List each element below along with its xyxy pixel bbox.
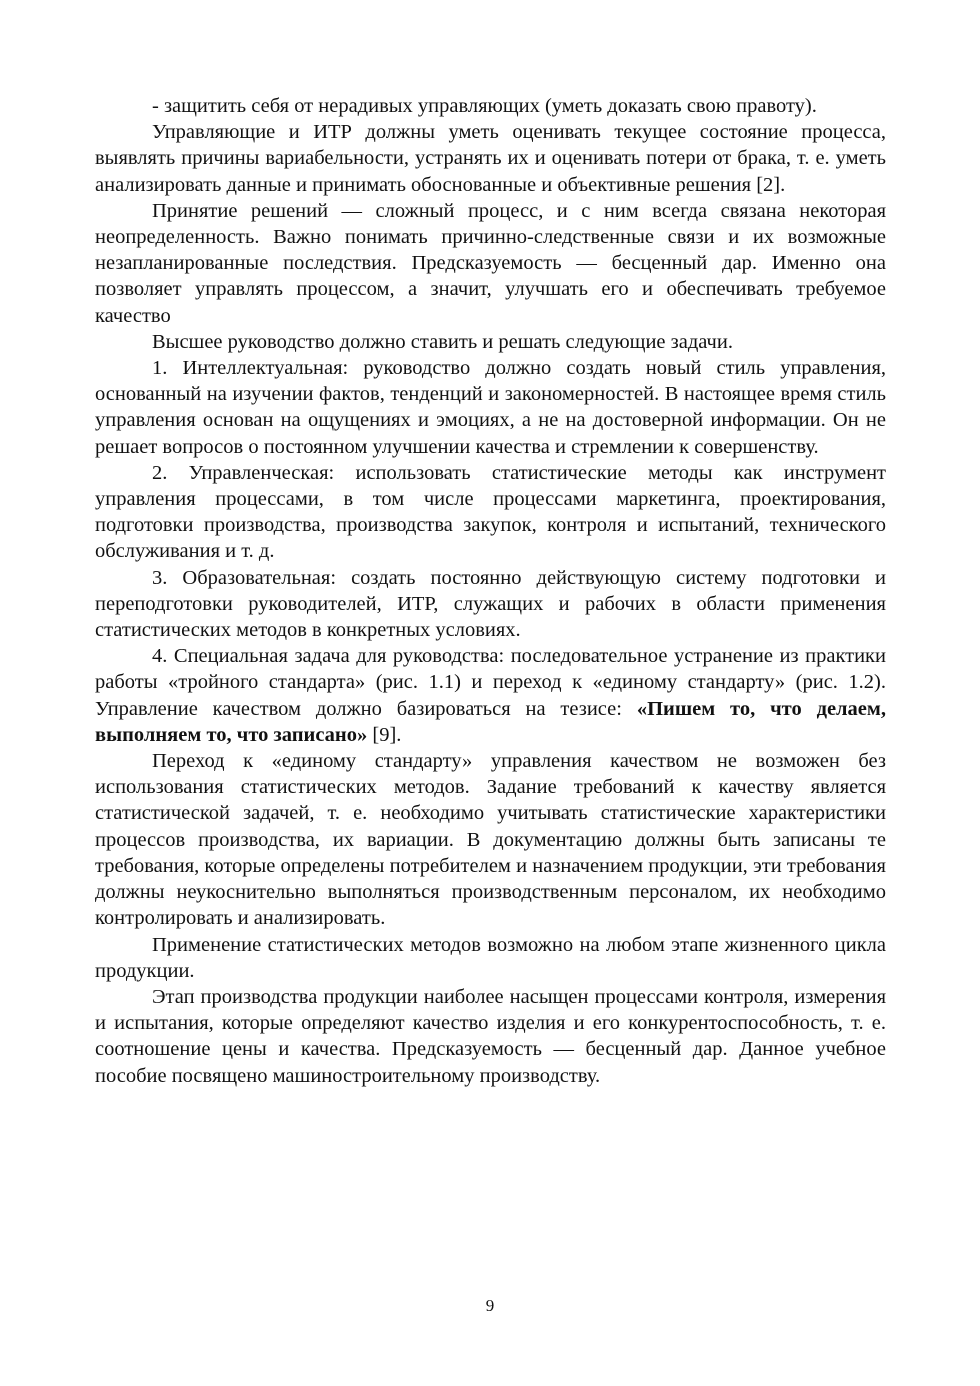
paragraph-7: 3. Образовательная: создать постоянно действующую систему подготовки и переподготовки руководителей, ИТР, служащих и рабочих в области применения статистических методов в конкретных условиях.	[95, 566, 886, 642]
paragraph-5: 1. Интеллектуальная: руководство должно создать новый стиль управления, основанный на изучении фактов, тенденций и закономерностей. В настоящее время стиль управления основан на ощущениях и эмоциях, а не на достоверной информации. Он не решает вопросов о постоянном улучшении качества и стремлении к совершенству.	[95, 357, 886, 458]
paragraph-3: Принятие решений — сложный процесс, и с ним всегда связана некоторая неопределенность. Важно понимать причинно-следственные связи и их возможные незапланированные последствия. Предсказуемость — бесценный дар. Именно она позволяет управлять процессом, а значит, улучшать его и обеспечивать требуемое качество	[95, 199, 886, 327]
paragraph-8	[95, 643, 886, 748]
paragraph-1: - защитить себя от нерадивых управляющих (уметь доказать свою правоту).	[152, 95, 817, 117]
body-text	[95, 93, 886, 1089]
paragraph-4: Высшее руководство должно ставить и решать следующие задачи.	[152, 330, 733, 353]
paragraph-2: Управляющие и ИТР должны уметь оценивать текущее состояние процесса, выявлять причины вариабельности, устранять их и оценивать потери от брака, т. е. уметь анализировать данные и принимать обоснованные и объективные решения [2].	[95, 121, 886, 196]
paragraph-11: Этап производства продукции наиболее насыщен процессами контроля, измерения и испытания, которые определяют качество изделия и его конкурентоспособность, т. е. соотношение цены и качества. Предсказуемость — бесценный дар. Данное учебное пособие посвящено машиностроительному производству.	[95, 985, 886, 1087]
page-number: 9	[485, 1296, 495, 1315]
paragraph-6: 2. Управленческая: использовать статистические методы как инструмент управления процессами, в том числе процессами маркетинга, проектирования, подготовки производства, производства закупок, контроля и испытаний, технического обслуживания и т. д.	[95, 461, 886, 563]
paragraph-8-bold-thesis: «Пишем то, что делаем, выполняем то, что записано»	[95, 697, 886, 746]
paragraph-8-text-before: 4. Специальная задача для руководства: последовательное устранение из практики работы «тройного стандарта» (рис. 1.1) и переход к «единому стандарту» (рис. 1.2). Управление качеством должно базироваться на тезисе:	[95, 645, 886, 720]
paragraph-9: Переход к «единому стандарту» управления качеством не возможен без использования статистических методов. Задание требований к качеству является статистической задачей, т. е. необходимо учитывать статистические характеристики процессов производства, их вариации. В документацию должны быть записаны те требования, которые определены потребителем и назначением продукции, эти требования должны неукоснительно выполняться производственным персоналом, их необходимо контролировать и анализировать.	[95, 750, 886, 930]
paragraph-10: Применение статистических методов возможно на любом этапе жизненного цикла продукции.	[95, 933, 886, 982]
paragraph-8-text-after: [9].	[367, 723, 402, 746]
